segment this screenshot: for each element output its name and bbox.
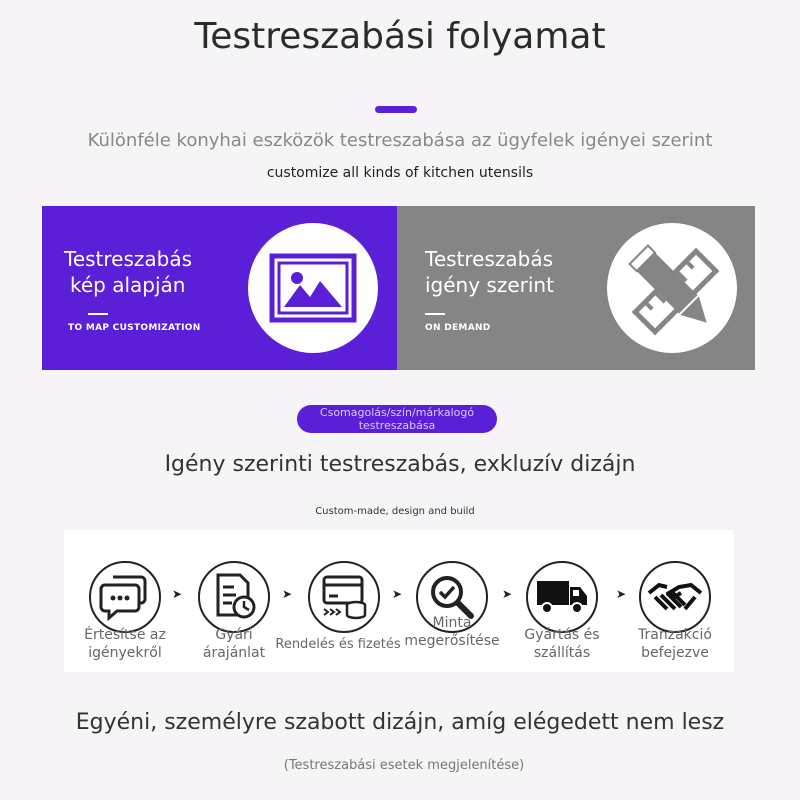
step-label: Rendelés és fizetés [275,637,401,652]
packaging-customization-pill[interactable] [297,405,497,433]
subtitle-hungarian: Különféle konyhai eszközök testreszabása az ügyfelek igényei szerint [87,130,713,151]
document-clock-icon [198,561,270,633]
banner-on-demand[interactable] [397,206,755,370]
section-heading-custom: Igény szerinti testreszabás, exkluzív dizájn [164,452,636,477]
arrow-right-icon: ➤ [282,587,293,601]
arrow-right-icon: ➤ [502,587,513,601]
cases-note: (Testreszabási esetek megjelenítése) [283,758,525,773]
banner-title-line1: Testreszabás [64,247,193,271]
title-accent-bar [375,106,417,113]
banner-divider [88,313,108,315]
pill-line1: Csomagolás/szín/márkalogó [319,406,475,419]
banner-title-line2: igény szerint [425,273,554,297]
step-label: Tranzakció befejezve [638,627,712,661]
banner-divider [425,313,445,315]
arrow-right-icon: ➤ [172,587,183,601]
arrow-right-icon: ➤ [616,587,627,601]
step-label: Értesítse az igényekről [84,627,166,661]
process-steps [64,530,734,672]
step-label: Minta megerősítése [404,615,500,649]
arrow-right-icon: ➤ [392,587,403,601]
banner-subtitle: TO MAP CUSTOMIZATION [68,323,201,333]
banner-title-line1: Testreszabás [425,247,554,271]
section-heading-personal-design: Egyéni, személyre szabott dizájn, amíg elégedett nem lesz [75,710,725,735]
step-label: Gyártás és szállítás [524,627,600,661]
banner-title [425,246,554,298]
section-subtitle-english: Custom-made, design and build [315,506,475,517]
banner-title-line2: kép alapján [70,273,186,297]
payment-card-coins-icon [308,561,380,633]
banner-map-customization[interactable] [42,206,397,370]
chat-bubbles-icon [89,561,161,633]
step-label: Gyári árajánlat [202,627,266,661]
banner-title [64,246,192,298]
handshake-icon [639,561,711,633]
page-title: Testreszabási folyamat [194,16,606,57]
pill-line2: testreszabása [358,419,436,432]
banner-subtitle: ON DEMAND [425,323,491,333]
delivery-truck-icon [526,561,598,633]
subtitle-english: customize all kinds of kitchen utensils [266,165,534,181]
image-icon [248,223,378,353]
pencil-ruler-icon [607,223,737,353]
